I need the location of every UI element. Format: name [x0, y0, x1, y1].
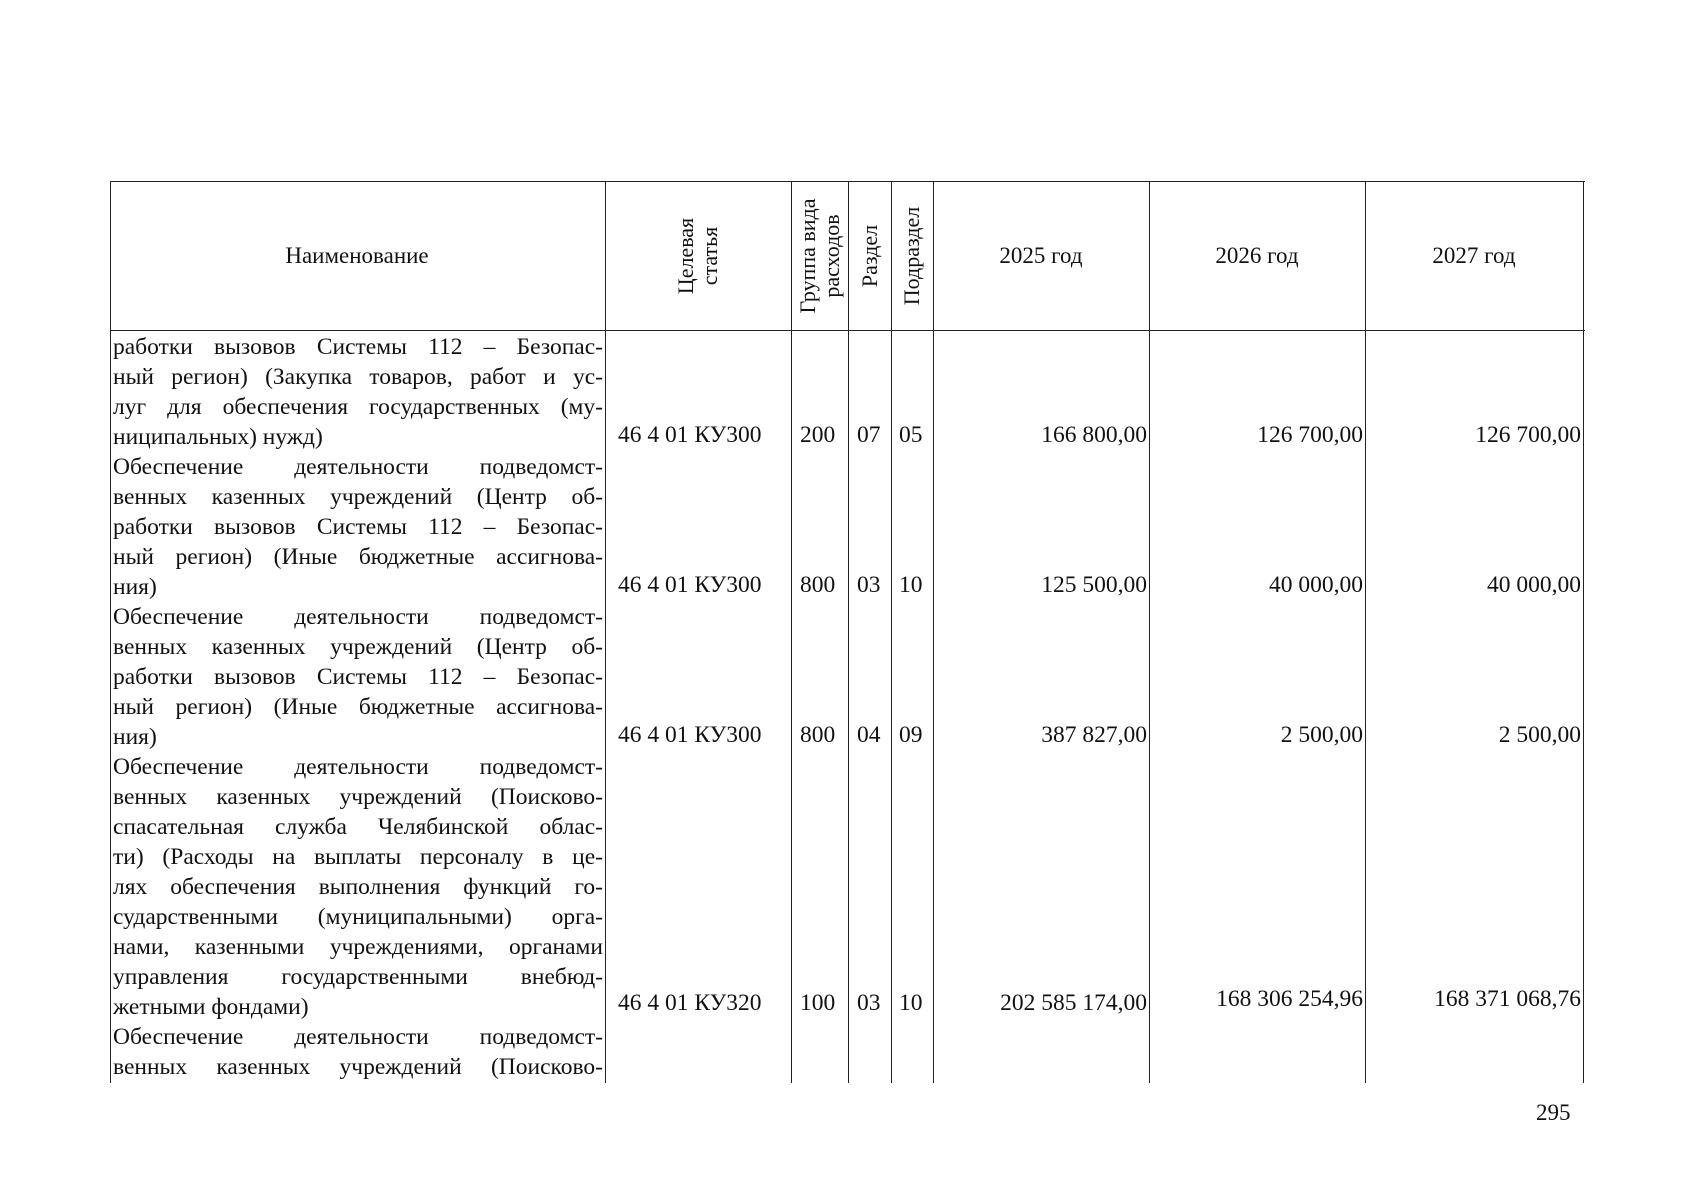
row-2027: 168 371 068,76: [1434, 986, 1581, 1012]
header-2027: 2027 год: [1432, 243, 1516, 268]
row-subsection: 10: [899, 572, 923, 598]
row-name: Обеспечение деятельности подведомст- венных казенных учреждений (Поисково-: [113, 1024, 603, 1080]
row-name: Обеспечение деятельности подведомст- венных казенных учреждений (Центр об- работки вызовов Системы 112 – Безопас- ный регион) (Иные бюджетные ассигнова- ния): [113, 604, 603, 750]
row-2026: 126 700,00: [1257, 422, 1363, 448]
page-number: 295: [1536, 1100, 1571, 1125]
row-2026: 2 500,00: [1280, 722, 1363, 748]
header-2025: 2025 год: [999, 243, 1083, 268]
row-section: 07: [857, 422, 881, 448]
header-section: Раздел: [857, 224, 882, 288]
row-2025: 202 585 174,00: [1000, 990, 1147, 1016]
row-target: 46 4 01 КУ300: [618, 422, 762, 448]
row-subsection: 10: [899, 990, 923, 1016]
row-group: 800: [800, 722, 836, 748]
row-section: 03: [857, 572, 881, 598]
header-2026: 2026 год: [1215, 243, 1299, 268]
row-target: 46 4 01 КУ320: [618, 990, 762, 1016]
row-section: 03: [857, 990, 881, 1016]
row-name: Обеспечение деятельности подведомст- венных казенных учреждений (Поисково- спасательная служба Челябинской облас- ти) (Расходы на выплаты персоналу в це- лях обеспечения выполнения функций го- сударственными (муниципальными) орга- нами, казенными учреждениями, органами управления государственными внебюд- жетными фондами): [113, 754, 603, 1020]
row-target: 46 4 01 КУ300: [618, 572, 762, 598]
row-2025: 387 827,00: [1041, 722, 1147, 748]
header-target-article: Целевая статья: [673, 217, 722, 295]
row-group: 200: [800, 422, 836, 448]
row-2027: 126 700,00: [1475, 422, 1581, 448]
row-section: 04: [857, 722, 881, 748]
row-name: работки вызовов Системы 112 – Безопас- ный регион) (Закупка товаров, работ и ус- луг для обеспечения государственных (му- ниципальных) нужд): [113, 334, 603, 450]
header-name: Наименование: [285, 243, 429, 268]
row-subsection: 09: [899, 722, 923, 748]
row-name: Обеспечение деятельности подведомст- венных казенных учреждений (Центр об- работки вызовов Системы 112 – Безопас- ный регион) (Иные бюджетные ассигнова- ния): [113, 454, 603, 600]
row-2026: 168 306 254,96: [1216, 986, 1363, 1012]
row-2027: 40 000,00: [1487, 572, 1581, 598]
row-target: 46 4 01 КУ300: [618, 722, 762, 748]
row-group: 100: [800, 990, 836, 1016]
row-2027: 2 500,00: [1498, 722, 1581, 748]
row-subsection: 05: [899, 422, 923, 448]
row-group: 800: [800, 572, 836, 598]
row-2025: 125 500,00: [1041, 572, 1147, 598]
header-subsection: Подраздел: [899, 206, 924, 306]
header-expense-group: Группа вида расходов: [795, 198, 844, 314]
row-2026: 40 000,00: [1269, 572, 1363, 598]
row-2025: 166 800,00: [1041, 422, 1147, 448]
